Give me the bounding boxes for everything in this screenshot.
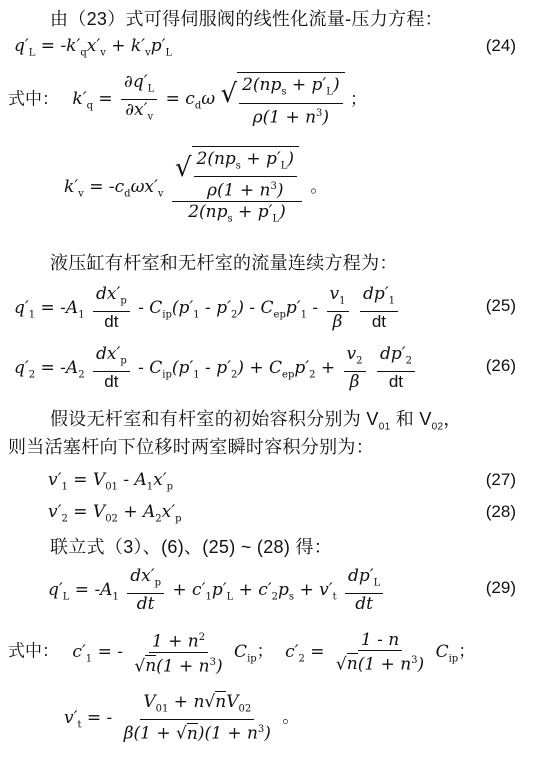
equation-29: $q'_L = -A_1$ $\frac{dx'_p}{dt}$ + $c'_1p'_L + c'_2p_s + v'_t$ $\frac{dp'_L}{dt}$ (29) [48, 566, 516, 615]
equation-24: $q'_L = -k'_qx'_v + k'_vp'_L$ (24) [14, 36, 516, 59]
label-shizhong-2: 式中： [8, 641, 59, 661]
equation-number: (29) [485, 578, 516, 597]
intro-eq27-line1: 假设无杆室和有杆室的初始容积分别为 $V_{01}$ 和 $V_{02}$， [50, 409, 462, 433]
equation-number: (27) [485, 470, 516, 489]
equation-number: (24) [485, 36, 516, 55]
equation-vt: $v'_t$ = - $\frac{V_{01} + n√nV_{02}}{\beta(1 + √n)(1 + n^3)}$ 。 [64, 692, 300, 745]
semicolon: ； [349, 89, 367, 109]
period: 。 [310, 177, 328, 197]
intro-eq27-text-and: 和 V [390, 409, 432, 429]
equation-number: (28) [485, 502, 516, 521]
equation-27: $v'_1 = V_{01} - A_1x'_p$ (27) [48, 470, 516, 493]
equation-kq: 式中： $k'_q$ = $\frac{\partial q'_L}{\partial x'_v}$ = $c_d\omega$ √ $\frac{2(np_s + p'_L)}{\rho(1 + n^3)}$ ； [8, 72, 367, 128]
intro-eq29: 联立式（3）、(6)、(25) ~ (28) 得： [50, 537, 333, 557]
intro-eq27-text-a: 假设无杆室和有杆室的初始容积分别为 V [50, 409, 379, 429]
equation-26: $q'_2 = -A_2$ $\frac{dx'_p}{dt}$ - $C_{ip}(p'_1 - p'_2) + C_{ep}p'_2$ + $\frac{v_2}{\beta}$ $\frac{dp'_2}{dt}$ (26) [14, 344, 516, 393]
equation-28: $v'_2 = V_{02} + A_2x'_p$ (28) [48, 502, 516, 525]
equation-25: $q'_1 = -A_1$ $\frac{dx'_p}{dt}$ - $C_{ip}(p'_1 - p'_2) - C_{ep}p'_1$ - $\frac{v_1}{\beta}$ $\frac{dp'_1}{dt}$ (25) [14, 284, 516, 333]
intro-eq25: 液压缸有杆室和无杆室的流量连续方程为： [50, 253, 398, 273]
period: 。 [282, 707, 300, 727]
intro-eq27-line2: 则当活塞杆向下位移时两室瞬时容积分别为： [8, 437, 374, 457]
equation-kv: $k'_v = -c_d\omega x'_v$ √ $\frac{2(np_s + p'_L)}{\rho(1 + n^3)}$ $2(np_s + p'_L)$ 。 [64, 146, 327, 229]
intro-eq27-text-end: ， [443, 409, 462, 429]
equation-number: (25) [485, 296, 516, 315]
intro-eq24: 由（23）式可得伺服阀的线性化流量-压力方程： [50, 9, 443, 29]
equation-number: (26) [485, 356, 516, 375]
label-shizhong: 式中： [8, 89, 59, 109]
equation-c1-c2: 式中： $c'_1$ = - $\frac{1 + n^2}{√n(1 + n^3)}$ $C_{ip}$； $c'_2$ = $\frac{1 - n}{√n(1 + n^3)}$ $C_{ip}$； [8, 629, 476, 677]
